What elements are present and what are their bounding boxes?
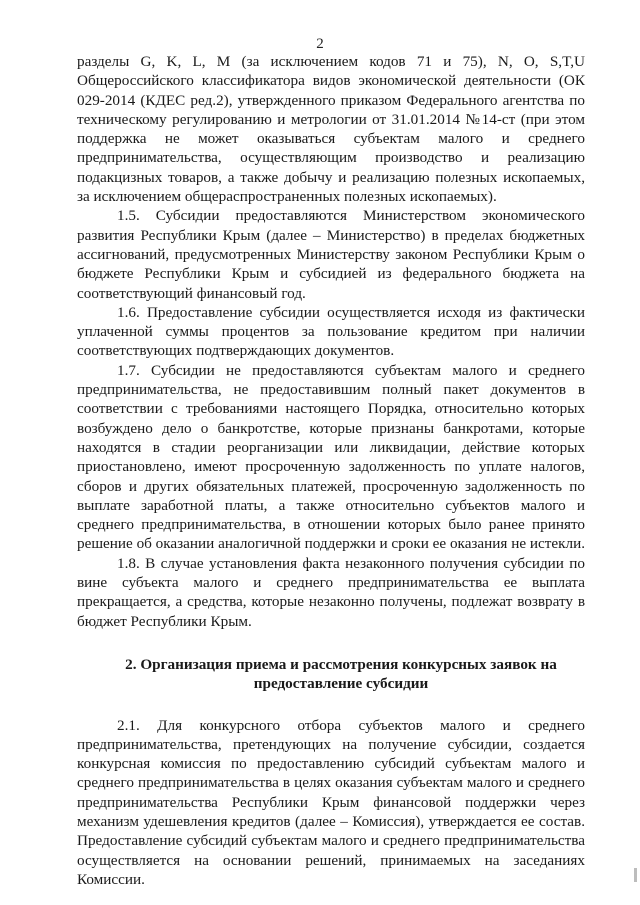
paragraph-continuation: разделы G, K, L, M (за исключением кодов 71 и 75), N, O, S,T,U Общероссийского классификатора видов экономической деятельности (ОК 029-2014 (КДЕС ред.2), утвержденного приказом Федерального агентства по техническому регулированию и метрологии от 31.01.2014 №14-ст (при этом поддержка не может оказываться субъектам малого и среднего предпринимательства, осуществляющим производство и реализацию подакцизных товаров, а также добычу и реализацию полезных ископаемых, за исключением общераспространенных полезных ископаемых). <box>77 53 585 206</box>
paragraph-1-5: 1.5. Субсидии предоставляются Министерством экономического развития Республики Крым (далее – Министерство) в пределах бюджетных ассигнований, предусмотренных Министерству законом Республики Крым о бюджете Республики Крым и субсидией из федерального бюджета на соответствующий финансовый год. <box>77 207 585 302</box>
page-number: 2 <box>316 36 324 52</box>
paragraph-1-8: 1.8. В случае установления факта незаконного получения субсидии по вине субъекта малого и среднего предпринимательства ее выплата прекращается, а средства, которые незаконно получены, подлежат возврату в бюджет Республики Крым. <box>77 554 585 630</box>
document-body <box>77 52 585 889</box>
paragraph-2-1: 2.1. Для конкурсного отбора субъектов малого и среднего предпринимательства, претендующих на получение субсидии, создается конкурсная комиссия по предоставлению субсидий субъектам малого и среднего предпринимательства в целях оказания субъектам малого и среднего предпринимательства Республики Крым финансовой поддержки через механизм удешевления кредитов (далее – Комиссия), утверждается ее состав. Предоставление субсидий субъектам малого и среднего предпринимательства осуществляется на основании решений, принимаемых на заседаниях Комиссии. <box>77 716 585 888</box>
scan-edge-mark <box>634 868 637 882</box>
paragraph-1-6: 1.6. Предоставление субсидии осуществляется исходя из фактически уплаченной суммы процентов за пользование кредитом при наличии соответствующих подтверждающих документов. <box>77 303 585 360</box>
paragraph-1-7: 1.7. Субсидии не предоставляются субъектам малого и среднего предпринимательства, не предоставившим полный пакет документов в соответствии с требованиями настоящего Порядка, относительно которых возбуждено дело о банкротстве, которые признаны банкротами, которые находятся в стадии реорганизации или ликвидации, действие которых приостановлено, имеют просроченную задолженность по уплате налогов, сборов и других обязательных платежей, просроченную задолженность по выплате заработной платы, а также относительно субъектов малого и среднего предпринимательства, в отношении которых было ранее принято решение об оказании аналогичной поддержки и сроки ее оказания не истекли. <box>77 361 586 553</box>
section-heading: 2. Организация приема и рассмотрения конкурсных заявок на предоставление субсидии <box>125 655 557 693</box>
